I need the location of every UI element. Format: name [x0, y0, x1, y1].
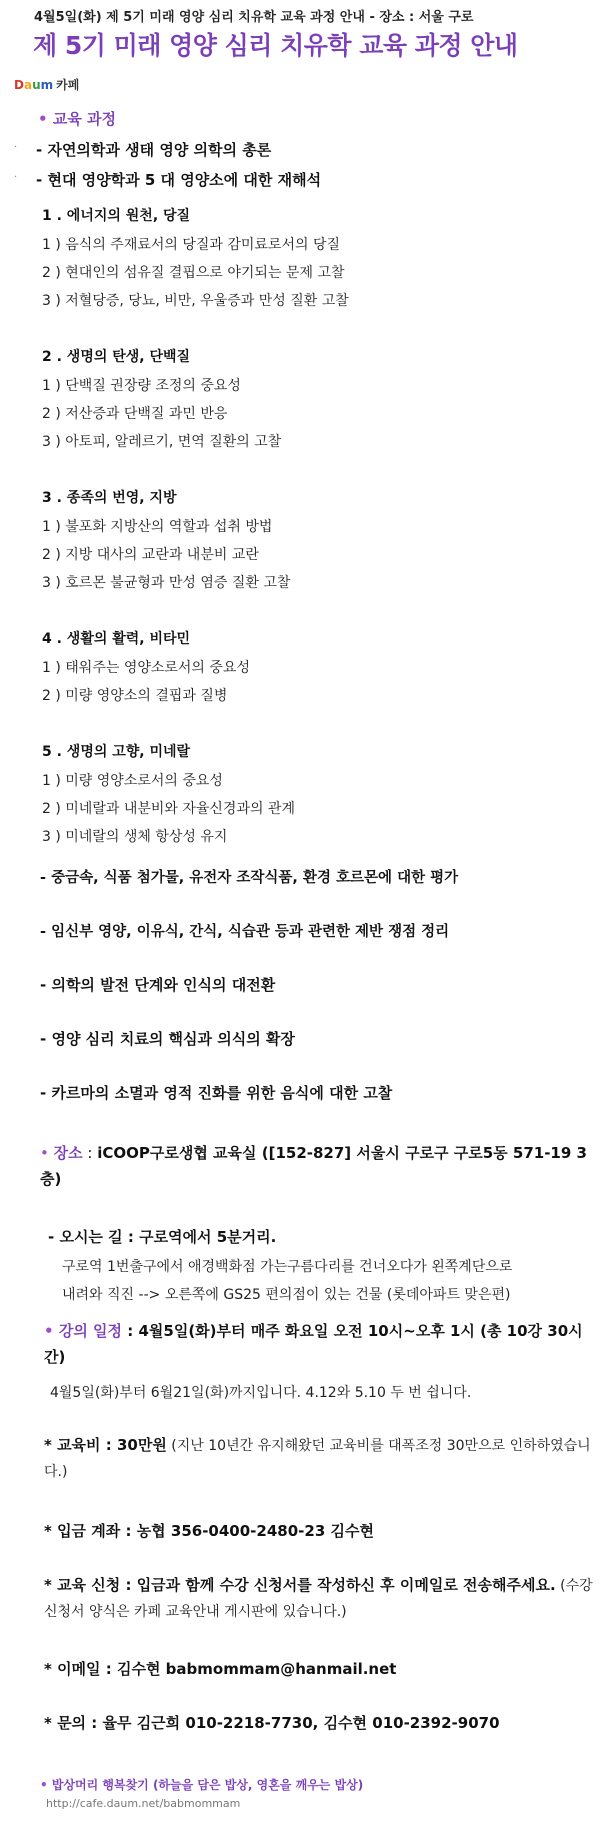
section-item: 2 ) 지방 대사의 교란과 내분비 교란 [42, 547, 259, 563]
section-item: 2 ) 현대인의 섬유질 결핍으로 야기되는 문제 고찰 [42, 265, 345, 281]
section-title: 4 . 생활의 활력, 비타민 [42, 631, 191, 647]
topic-line: - 의학의 발전 단계와 인식의 대전환 [40, 976, 276, 994]
bullet-icon: • [40, 1778, 48, 1792]
footer-url[interactable]: http://cafe.daum.net/babmommam [46, 1797, 241, 1810]
daum-cafe-logo[interactable]: Daum 카페 [14, 78, 80, 92]
section-title: 1 . 에너지의 원천, 당질 [42, 208, 191, 224]
section-item: 1 ) 태워주는 영양소로서의 중요성 [42, 660, 250, 676]
schedule-block: • 강의 일정 : 4월5일(화)부터 매주 화요일 오전 10시~오후 1시 (총 10강 30시간) [44, 1322, 583, 1366]
contact-line: * 문의 : 율무 김근희 010-2218-7730, 김수현 010-2392-9070 [44, 1714, 500, 1732]
section-title: 3 . 종족의 번영, 지방 [42, 490, 177, 506]
section-item: 2 ) 미량 영양소의 결핍과 질병 [42, 688, 228, 704]
apply-block: * 교육 신청 : 입금과 함께 수강 신청서를 작성하신 후 이메일로 전송해주세요. (수강 신청서 양식은 카페 교육안내 게시판에 있습니다.) [44, 1576, 593, 1620]
section-item: 1 ) 단백질 권장량 조정의 중요성 [42, 378, 241, 394]
email-line[interactable]: * 이메일 : 김수현 babmommam@hanmail.net [44, 1660, 397, 1678]
header-line: 4월5일(화) 제 5기 미래 영양 심리 치유학 교육 과정 안내 - 장소 : 서울 구로 [34, 10, 474, 25]
footer-cafe-link[interactable]: • 밥상머리 행복찾기 (하늘을 담은 밥상, 영혼을 깨우는 밥상) [40, 1778, 364, 1792]
topic-line: - 중금속, 식품 첨가물, 유전자 조작식품, 환경 호르몬에 대한 평가 [40, 870, 459, 886]
section-title: 2 . 생명의 탄생, 단백질 [42, 349, 191, 365]
directions-line: 구로역 1번출구에서 애경백화점 가는구름다리를 건너오다가 왼쪽계단으로 [62, 1259, 513, 1275]
section-item: 2 ) 저산증과 단백질 과민 반응 [42, 406, 228, 422]
directions-line: 내려와 직진 --> 오른쪽에 GS25 편의점이 있는 건물 (롯데아파트 맞은편) [62, 1287, 511, 1303]
account-line: * 입금 계좌 : 농협 356-0400-2480-23 김수현 [44, 1522, 374, 1540]
section-item: 1 ) 불포화 지방산의 역할과 섭취 방법 [42, 519, 273, 535]
topic-line: - 임신부 영양, 이유식, 간식, 식습관 등과 관련한 제반 쟁점 정리 [40, 924, 450, 940]
section-title: 5 . 생명의 고향, 미네랄 [42, 744, 191, 760]
directions-heading: - 오시는 길 : 구로역에서 5분거리. [48, 1228, 277, 1246]
section-item: 2 ) 미네랄과 내분비와 자율신경과의 관계 [42, 801, 296, 817]
section-item: 1 ) 음식의 주재료서의 당질과 감미료로서의 당질 [42, 237, 341, 253]
dot-marker: · [14, 142, 18, 153]
section-item: 3 ) 저혈당증, 당뇨, 비만, 우울증과 만성 질환 고찰 [42, 293, 349, 309]
intro-line-2: - 현대 영양학과 5 대 영양소에 대한 재해석 [36, 171, 322, 189]
section-item: 3 ) 아토피, 알레르기, 면역 질환의 고찰 [42, 434, 282, 450]
section-item: 3 ) 호르몬 불균형과 만성 염증 질환 고찰 [42, 575, 291, 591]
bullet-icon: • [40, 1144, 49, 1162]
schedule-note: 4월5일(화)부터 6월21일(화)까지입니다. 4.12와 5.10 두 번 쉽니다. [50, 1385, 472, 1401]
section-item: 1 ) 미량 영양소로서의 중요성 [42, 773, 223, 789]
venue-block: • 장소 : iCOOP구로생협 교육실 ([152-827] 서울시 구로구 구로5동 571-19 3층) [40, 1144, 587, 1188]
course-heading: • 교육 과정 [38, 110, 117, 128]
page-title: 제 5기 미래 영양 심리 치유학 교육 과정 안내 [33, 31, 518, 60]
topic-line: - 영양 심리 치료의 핵심과 의식의 확장 [40, 1030, 295, 1048]
section-item: 3 ) 미네랄의 생체 항상성 유지 [42, 829, 228, 845]
dot-marker: · [14, 172, 18, 183]
intro-line-1: - 자연의학과 생태 영양 의학의 총론 [36, 141, 272, 159]
topic-line: - 카르마의 소멸과 영적 진화를 위한 음식에 대한 고찰 [40, 1084, 393, 1102]
bullet-icon: • [44, 1322, 54, 1340]
fee-block: * 교육비 : 30만원 (지난 10년간 유지해왔던 교육비를 대폭조정 30만으로 인하하였습니다.) [44, 1436, 591, 1480]
bullet-icon: • [38, 110, 48, 128]
